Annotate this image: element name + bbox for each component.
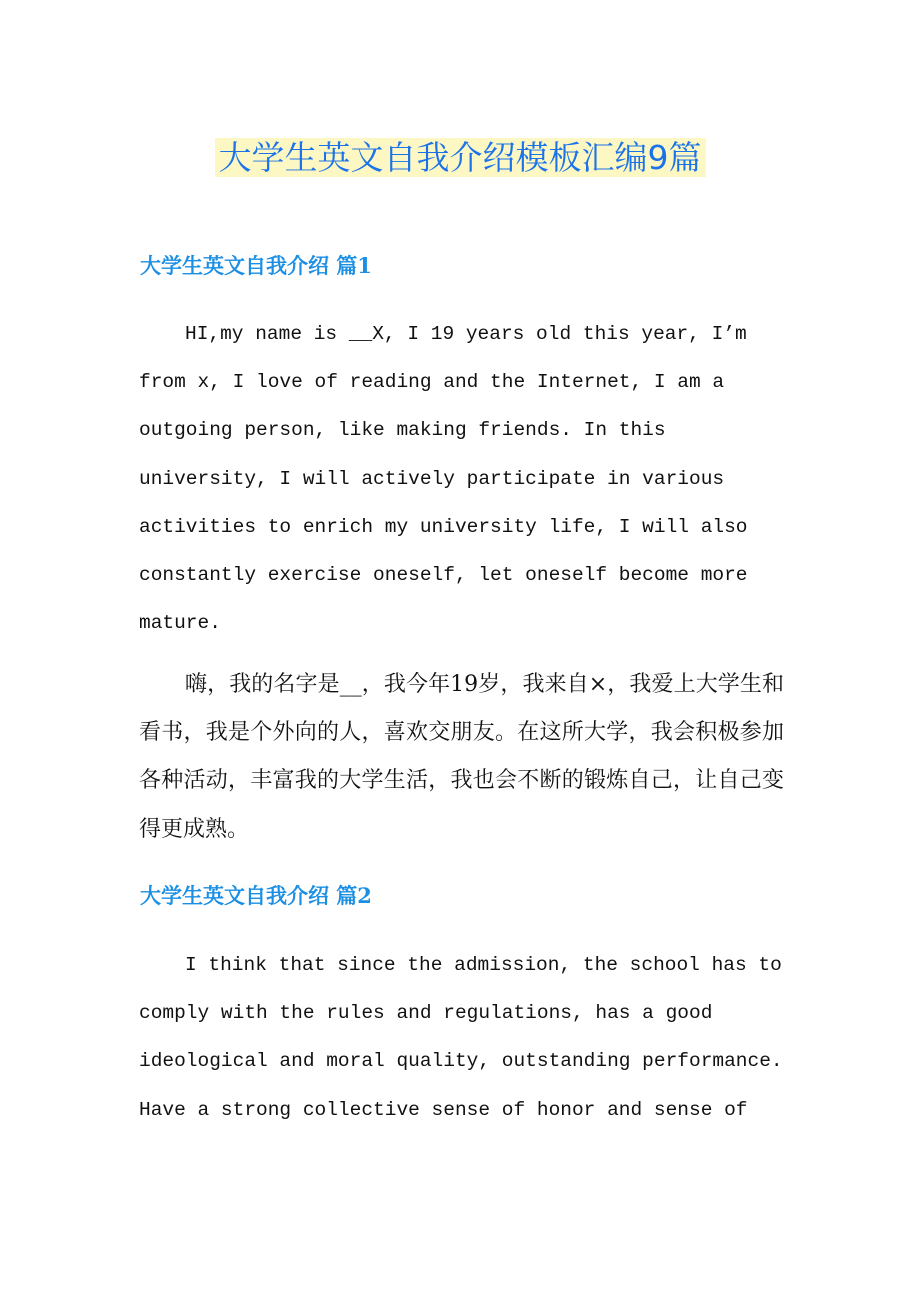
paragraph-english-1: HI,my name is __X, I 19 years old this year, I’m from x, I love of reading and the Internet, I am a outgoing person, like making friends. In this university, I will actively participate in various activities to enrich my university life, I will also constantly exercise oneself, let oneself become more mature. [139,323,748,635]
document-title [0,132,920,184]
section-heading-2: 大学生英文自我介绍 篇2 [140,883,372,908]
paragraph-english-2: I think that since the admission, the school has to comply with the rules and regulations, has a good ideological and moral quality, outstanding performance. Have a strong collective sense of honor and sense of [139,954,783,1121]
section-heading-1: 大学生英文自我介绍 篇1 [140,253,372,278]
document-title-text: 大学生英文自我介绍模板汇编9篇 [215,138,706,177]
paragraph-chinese-1: 嗨，我的名字是__，我今年19岁，我来自×，我爱上大学生和看书，我是个外向的人，喜欢交朋友。在这所大学，我会积极参加各种活动，丰富我的大学生活，我也会不断的锻炼自己，让自己变得更成熟。 [139,672,784,842]
